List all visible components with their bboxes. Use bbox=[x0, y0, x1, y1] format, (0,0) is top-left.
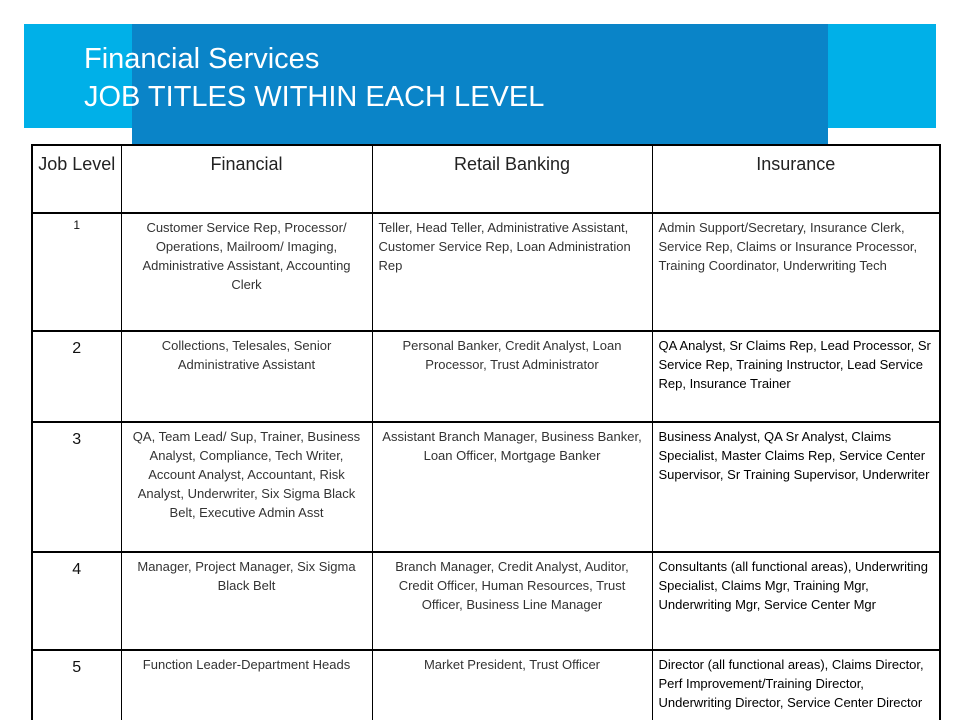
table-header-row bbox=[32, 145, 940, 213]
level-cell: 3 bbox=[32, 422, 121, 552]
financial-cell: Function Leader-Department Heads bbox=[121, 650, 372, 720]
retail-cell: Assistant Branch Manager, Business Banker, Loan Officer, Mortgage Banker bbox=[372, 422, 652, 552]
job-titles-table bbox=[31, 144, 941, 720]
job-titles-table-container bbox=[31, 144, 941, 720]
title-line-2: JOB TITLES WITHIN EACH LEVEL bbox=[84, 81, 545, 113]
insurance-cell: Consultants (all functional areas), Underwriting Specialist, Claims Mgr, Training Mgr, Underwriting Mgr, Service Center Mgr bbox=[652, 552, 940, 650]
level-cell: 1 bbox=[32, 213, 121, 331]
financial-cell: Customer Service Rep, Processor/ Operations, Mailroom/ Imaging, Administrative Assistant, Accounting Clerk bbox=[121, 213, 372, 331]
header-insurance: Insurance bbox=[652, 145, 940, 213]
header-financial: Financial bbox=[121, 145, 372, 213]
table-row bbox=[32, 331, 940, 422]
level-cell: 5 bbox=[32, 650, 121, 720]
financial-cell: Collections, Telesales, Senior Administrative Assistant bbox=[121, 331, 372, 422]
header-job-level: Job Level bbox=[32, 145, 121, 213]
table-row bbox=[32, 422, 940, 552]
insurance-cell: QA Analyst, Sr Claims Rep, Lead Processor, Sr Service Rep, Training Instructor, Lead Service Rep, Insurance Trainer bbox=[652, 331, 940, 422]
insurance-cell: Admin Support/Secretary, Insurance Clerk, Service Rep, Claims or Insurance Processor, Training Coordinator, Underwriting Tech bbox=[652, 213, 940, 331]
title-line-1: Financial Services bbox=[84, 43, 320, 75]
retail-cell: Market President, Trust Officer bbox=[372, 650, 652, 720]
financial-cell: Manager, Project Manager, Six Sigma Black Belt bbox=[121, 552, 372, 650]
retail-cell: Branch Manager, Credit Analyst, Auditor, Credit Officer, Human Resources, Trust Officer, Business Line Manager bbox=[372, 552, 652, 650]
level-cell: 2 bbox=[32, 331, 121, 422]
insurance-cell: Director (all functional areas), Claims Director, Perf Improvement/Training Director, Underwriting Director, Service Center Director bbox=[652, 650, 940, 720]
financial-cell: QA, Team Lead/ Sup, Trainer, Business Analyst, Compliance, Tech Writer, Account Analyst, Accountant, Risk Analyst, Underwriter, Six Sigma Black Belt, Executive Admin Asst bbox=[121, 422, 372, 552]
slide-title bbox=[84, 40, 544, 116]
retail-cell: Personal Banker, Credit Analyst, Loan Processor, Trust Administrator bbox=[372, 331, 652, 422]
table-row bbox=[32, 213, 940, 331]
retail-cell: Teller, Head Teller, Administrative Assistant, Customer Service Rep, Loan Administration Rep bbox=[372, 213, 652, 331]
level-cell: 4 bbox=[32, 552, 121, 650]
table-row bbox=[32, 552, 940, 650]
header-retail-banking: Retail Banking bbox=[372, 145, 652, 213]
insurance-cell: Business Analyst, QA Sr Analyst, Claims Specialist, Master Claims Rep, Service Center Supervisor, Sr Training Supervisor, Underwriter bbox=[652, 422, 940, 552]
table-row bbox=[32, 650, 940, 720]
